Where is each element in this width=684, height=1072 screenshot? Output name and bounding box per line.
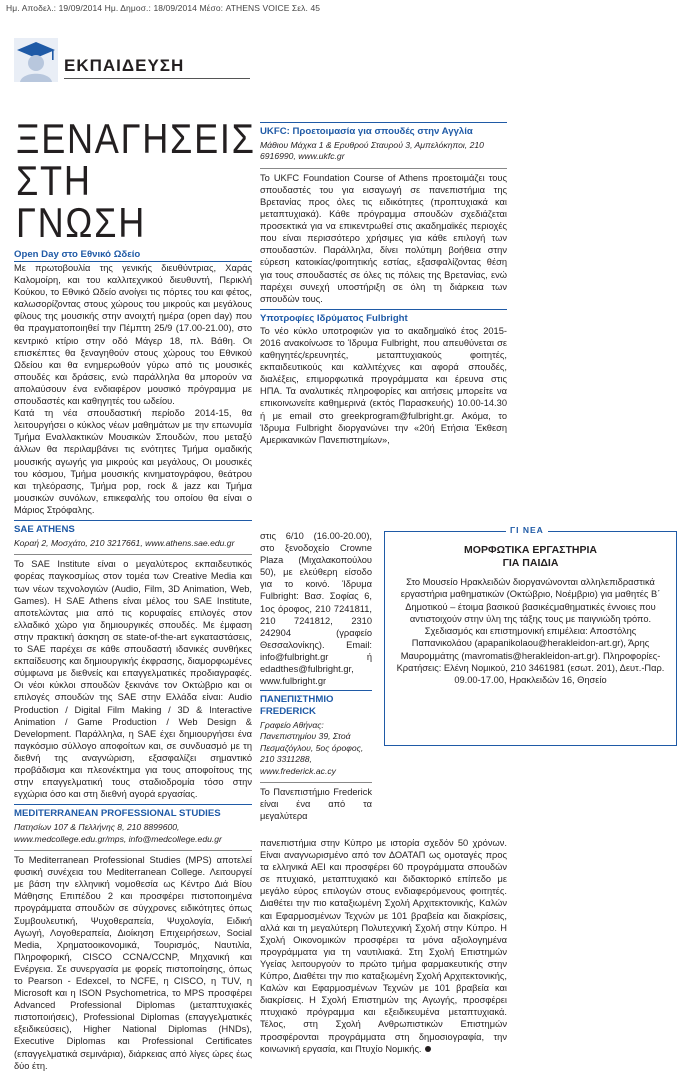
mps-body: Το Mediterranean Professional Studies (MPS) αποτελεί φυσική συνέχεια του Mediterranean College. Λειτουργεί με βάση την ελληνική νομοθεσία ως Κέντρο Διά Βίου Μάθησης Επιπέδου 2 και προσφέρει πιστοποιημένα προγράμματα σπουδών σε σύγχρονες ειδικότητες όπως Συμβουλευτική, Ψυχοθεραπεία, Ψυχολογία, Ειδική Αγωγή, Λογοθεραπεία, Διοίκηση Επιχειρήσεων, Social Media, Χρηματοοικονομικά, Τουρισμός, Ναυτιλία, Πληροφορική, CISCO CCNA/CCNP, Μηχανική και Ενέργεια. Σε συνεργασία με φορείς πιστοποίησης, όπως το Pearson - Edexcel, το NCFE, η CISCO, η TUV, η Microsoft και η ISON Psychometrica, το MPS προσφέρει Advanced Professional Diplomas (μεταπτυχιακές πιστοποιήσεις), Professional Diplomas (επαγγελματικές εξειδικεύσεις), Higher National Diplomas (HNDs), Executive Diplomas και Professional Certificates (επαγγελματικά σεμινάρια), διάρκειας από λίγες ώρες έως δύο έτη.: [14, 855, 252, 1071]
headline-line-1: ΞΕΝΑΓΗΣΕΙΣ: [16, 115, 256, 162]
end-mark-icon: [425, 1046, 431, 1052]
fulbright-continued: [260, 530, 372, 687]
frederick-body-text: πανεπιστήμια στην Κύπρο με ιστορία σχεδόν 50 χρόνων. Είναι αναγνωρισμένο από τον ΔΟΑΤΑΠ ως ομοταγές προς τα ελληνικά ΑΕΙ και προσφέρει 60 προγράμματα σπουδών σε πτυχιακό, μεταπτυχιακό και διδακτορικό επίπεδο με μεγάλο εύρος επιλογών στους ενδιαφερόμενους φοιτητές. Διαθέτει την πιο καταξιωμένη Σχολή Αρχιτεκτονικής, Καλών και Εφαρμοσμένων Τεχνών με 101 βραβεία και διακρίσεις, αλλά και τη μεγαλύτερη Πολυτεχνική Σχολή στην Κύπρο. Η Σχολή Οικονομικών προσφέρει τα μόνα αξιολογημένα προγράμματα για τη ναυτιλιακά. Στη Σχολή Επιστημών Υγείας λειτουργούν το πρώτο τμήμα φαρμακευτικής στην Κύπρο, Διαθέτει την πιο καταξιωμένη Σχολή Αρχιτεκτονικής, Καλών και Εφαρμοσμένων Τεχνών με 101 βραβεία και διακρίσεις. Η Σχολή Επιστημών της Αγωγής, προσφέρει πτυχιακό πρόγραμμα και εξειδικευμένα μεταπτυχιακά. Τέλος, στη Σχολή Ανθρωπιστικών Επιστημών προσφέρονται προγράμματα στη δημοσιογραφία, την κοινωνική εργασία, και Πτυχίο Νομικής.: [260, 838, 507, 1054]
frederick-body-narrow: Το Πανεπιστήμιο Frederick είναι ένα από τα μεγαλύτερα: [260, 787, 372, 822]
section-tag: [14, 38, 250, 82]
divider: [260, 782, 372, 783]
section-rule: [64, 78, 250, 79]
frederick-body: [260, 837, 507, 1055]
frederick-rule: [260, 690, 372, 822]
ukfc-body: Το UKFC Foundation Course of Athens προετοιμάζει τους σπουδαστές του για εισαγωγή σε πανεπιστήμια της Βρετανίας προς όλες τις ειδικότητες (προπτυχιακά και μεταπτυχιακά). Κάθε πρόγραμμα σπουδών σχεδιάζεται προσεκτικά για να επικεντρωθεί στις ακαδημαϊκές περιοχές που είναι περισσότερο χρήσιμες για κάθε επιλογή των σπουδαστών. Παράλληλα, δίνει πολύτιμη βοήθεια στην εύρεση κατοικίας/φοιτητικής εστίας, εξασφαλίζοντας θέση για τους σπουδαστές σε όλες τις πόλεις της Βρετανίας, ενώ παρέχει συνεχή υποστήριξη σε όλη τη διάρκεια των σπουδών τους.: [260, 172, 507, 304]
mps-address: Πατησίων 107 & Πελλήνης 8, 210 8899600, www.medcollege.edu.gr/mps, info@medcollege.edu.gr: [14, 822, 222, 844]
odeio-body-1: Με πρωτοβουλία της γενικής διευθύντριας, Χαράς Καλομοίρη, και του καλλιτεχνικού διευθυντή, Περικλή Κούκου, το Εθνικό Ωδείο ανοίγει τις πόρτες του και φέτος, καλωσορίζοντας στους χώρους του μικρούς και μεγάλους φίλους της μουσικής στην ανοιχτή ημέρα (open day) που θα πραγματοποιηθεί την Πέμπτη 25/9 (17.00-21.00), στο κεντρικό κτίριο στην οδό Μάγερ 18, πλ. Βάθη. Οι επισκέπτες θα ξεναγηθούν στους χώρους του Εθνικού Ωδείου και θα ενημερωθούν γύρω από τις μουσικές σπουδές και δράσεις, ενώ παράλληλα θα μπορούν να απολαύσουν ένα ενδιαφέρον μουσικό πρόγραμμα με σπουδαστές και καθηγητές του ωδείου.: [14, 263, 252, 407]
box-title-line-2: ΓΙΑ ΠΑΙΔΙΑ: [502, 557, 559, 569]
divider: [14, 850, 252, 851]
ukfc-section: [260, 122, 507, 305]
ukfc-title: UKFC: Προετοιμασία για σπουδές στην Αγγλία: [260, 126, 473, 137]
box-body: Στο Μουσείο Ηρακλειδών διοργανώνονται αλληλεπιδραστικά εργαστήρια μαθηματικών (Οκτώβριο, Νοέμβριο) για μαθητές Β΄ Δημοτικού – έτοιμα βασικού βασικέςμαθηματικές έννοιες που αντιστοιχούν στην ύλη της τάξης τους με παιγνιώδη τρόπο. Σχεδιασμός και επιστημονική επιμέλεια: Αποστόλης Παπανικολάου (apapanikolaou@herakleidon-art.gr), Άρης Μαυρομμάτης (mavromatis@herakleidon-art.gr). Πληροφορίες-Κρατήσεις: Ελένη Νομικού, 210 3461981 (εσωτ. 201), Δευτ.-Παρ. 09.00-17.00, Ηρακλειδών 16, Θησείο: [396, 577, 665, 686]
mps-title: MEDITERRANEAN PROFESSIONAL STUDIES: [14, 808, 221, 820]
frederick-address: Γραφείο Αθήνας: Πανεπιστημίου 39, Στοά Πεσμαζόγλου, 5ος όροφος, 210 3311288, www.frederick.ac.cy: [260, 720, 364, 776]
section-label: ΕΚΠΑΙΔΕΥΣΗ: [64, 56, 185, 75]
fulbright-section: [260, 309, 507, 446]
divider: [260, 168, 507, 169]
sae-section: [14, 520, 252, 800]
fulbright-body-narrow: στις 6/10 (16.00-20.00), στο ξενοδοχείο Crowne Plaza (Μιχαλακοπούλου 50), με ελεύθερη είσοδο για το κοινό. Ίδρυμα Fulbright: Βασ. Σοφίας 6, 1ος όροφος, 210 7241811, 210 7241812, 2310 242904 (γραφείο Θεσσαλονίκης). Email: info@fulbright.gr ή edadthes@fulbright.gr, www.fulbright.gr: [260, 531, 372, 687]
news-box: [384, 525, 677, 746]
fulbright-title: Υποτροφίες Ιδρύματος Fulbright: [260, 312, 408, 324]
column-right: [260, 122, 507, 446]
headline-line-2: ΣΤΗ ΓΝΩΣΗ: [16, 157, 146, 246]
frederick-title: ΠΑΝΕΠΙΣΤΗΜΙΟ FREDERICK: [260, 694, 334, 717]
odeio-body-2: Κατά τη νέα σπουδαστική περίοδο 2014-15, θα λειτουργήσει ο κύκλος νέων μαθημάτων με την επωνυμία Τμήμα Εναλλακτικών Μουσικών Σπουδών, που μεταξύ άλλων θα περιλαμβάνει τις ενότητες Τμήμα ομαδικής μουσικής αγωγής για μικρούς και μεγάλους, Οι μουσικές του κόσμου, Τμήμα μουσικής κινηματογράφου, θεάτρου και τηλεόρασης, Τμήμα pop, rock & jazz και Τμήμα μουσικών συνόλων, επικεφαλής του οποίου θα είναι ο Μάριος Στρόφαλης.: [14, 408, 252, 515]
frederick-body-section: [260, 837, 507, 1055]
box-tag: ΓΙ ΝΕΑ: [506, 525, 548, 535]
box-title: [385, 544, 676, 570]
divider: [14, 554, 252, 555]
clipping-meta-line: Ημ. Αποδελ.: 19/09/2014 Ημ. Δημοσ.: 18/09/2014 Μέσο: ATHENS VOICE Σελ. 45: [6, 3, 321, 13]
odeio-title: Open Day στο Εθνικό Ωδείο: [14, 249, 252, 262]
mps-section: [14, 804, 252, 1072]
frederick-section: [260, 686, 372, 822]
page-headline: [16, 115, 256, 246]
fulbright-body: Το νέο κύκλο υποτροφιών για το ακαδημαϊκό έτος 2015-2016 ανακοίνωσε το Ίδρυμα Fulbright, που απευθύνεται σε καθηγητές/ερευνητές, μεταπτυχιακούς φοιτητές, εκπαιδευτικούς και καλλιτέχνες και αφορά σπουδές, διαλέξεις, επιμορφωτικά προγράμματα και έρευνα στις ΗΠΑ. Τα αναλυτικές πληροφορίες και αιτήσεις μπορείτε να επικοινωνείτε καθημερινά (εκτός Παρασκευής) 10.00-14.30 ή με email στο greekprogram@fulbright.gr. Ακόμα, το Ίδρυμα Fulbright διοργανώνει την «20ή Ετήσια Έκθεση Αμερικανικών Πανεπιστημίων»,: [260, 325, 507, 445]
column-left: [14, 249, 252, 1072]
sae-title: SAE ATHENS: [14, 523, 75, 535]
sae-address: Κοραή 2, Μοσχάτο, 210 3217661, www.athens.sae.edu.gr: [14, 537, 235, 548]
graduate-icon: [14, 38, 58, 82]
ukfc-address: Μάθιου Μάχκα 1 & Ερυθρού Σταυρού 3, Αμπελόκηποι, 210 6916990, www.ukfc.gr: [260, 140, 484, 162]
sae-body: Το SAE Institute είναι ο μεγαλύτερος εκπαιδευτικός φορέας παγκοσμίως στον τομέα των Creative Media και των νέων τεχνολογιών (Audio, Film, 3D Animation, Web, Games). Η SAE Athens είναι μέλος του SAE Institute, αποτελώντας μια από τις κορυφαίες επιλογές στον ελλαδικό χώρο για δημιουργικές σπουδές. Με έμφαση στην πρακτική άσκηση σε state-of-the-art εγκαταστάσεις, το SAE παρέχει σε κάθε σπουδαστή ιδανικές συνθήκες εκπαίδευσης και δημιουργικής έκφρασης, διαμορφωμένες σύμφωνα με διεθνείς και επαγγελματικές προδιαγραφές. Οι νέοι κύκλοι σπουδών ξεκινάνε τον Οκτώβριο και οι επιλογές σπουδών της SAE στην Ελλάδα είναι: Audio Production / Digital Film Making / 3D & Interactive Animation / Game Production / Web Design & Development. Παράλληλα, η SAE έχει δημιουργήσει ένα παγκόσμιο σύλλογο αποφοίτων και, σε συνδυασμό με τη διεθνή της αναγνώριση, εξασφαλίζει σημαντικό προβάδισμα και πλεονέκτημα για τους αποφοίτους της στην επαγγελματική τους σταδιοδρομία τόσο στην εγχώρια όσο και στη διεθνή αγορά εργασίας.: [14, 559, 252, 800]
box-title-line-1: ΜΟΡΦΩΤΙΚΑ ΕΡΓΑΣΤΗΡΙΑ: [464, 544, 597, 556]
